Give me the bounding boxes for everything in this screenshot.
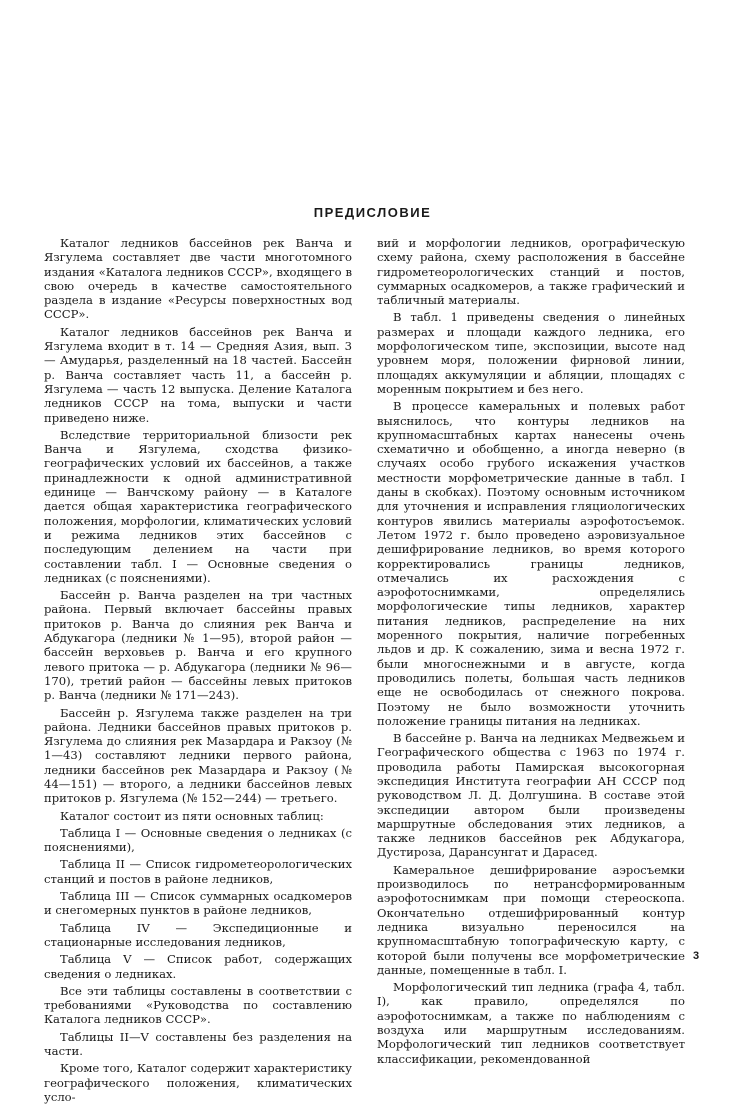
- paragraph: Каталог состоит из пяти основных таблиц:: [60, 808, 324, 823]
- paragraph: Каталог ледников бассейнов рек Ванча и Язгулема составляет две части многотомного издания «Каталога ледников СССР», входящего в свою очередь в качестве самостоятельного раздела в издание «Ресурсы поверхностных вод СССР».: [44, 236, 352, 322]
- paragraph: Кроме того, Каталог содержит характеристику географического положения, климатических усло-: [44, 1061, 352, 1104]
- paragraph: В процессе камеральных и полевых работ выяснилось, что контуры ледников на крупномасштабных картах нанесены очень схематично и обобщенно, а иногда неверно (в случаях особо грубого искажения участков местности морфометрические данные в табл. I даны в скобках). Поэтому основным источником для уточнения и исправления гляциологических контуров явились материалы аэрофотосъемок. Летом 1972 г. было проведено аэровизуальное дешифрирование ледников, во время которого корректировались границы ледников, отмечались их расхождения с аэрофотоснимками, определялись морфологические типы ледников, характер питания ледников, распределение на них моренного покрытия, наличие погребенных льдов и др. К сожалению, зима и весна 1972 г. были многоснежными и в августе, когда проводились полеты, большая часть ледников еще не освободилась от снежного покрова. Поэтому не было возможности уточнить положение границы питания на ледниках.: [377, 399, 685, 728]
- page-number: 3: [693, 950, 700, 962]
- paragraph: Таблица IV — Экспедиционные и стационарные исследования ледников,: [44, 920, 352, 949]
- page-title: ПРЕДИСЛОВИЕ: [313, 205, 432, 220]
- paragraph: Таблица I — Основные сведения о ледниках (с пояснениями),: [44, 825, 352, 855]
- paragraph: Все эти таблицы составлены в соответствии с требованиями «Руководства по составлению Каталога ледников СССР».: [44, 983, 352, 1027]
- paragraph: вий и морфологии ледников, орографическую схему района, схему расположения в бассейне гидрометеорологических станций и постов, суммарных осадкомеров, а также графический и табличный материалы.: [377, 236, 685, 308]
- paragraph: Каталог ледников бассейнов рек Ванча и Язгулема входит в т. 14 — Средняя Азия, вып. 3 — Амударья, разделенный на 18 частей. Бассейн р. Ванча составляет часть 11, а бассейн р. Язгулема — часть 12 выпуска. Деление Каталога ледников СССР на тома, выпуски и части приведено ниже.: [44, 324, 352, 425]
- left-column: [44, 236, 352, 1107]
- paragraph: Таблица II — Список гидрометеорологических станций и постов в районе ледников,: [44, 857, 352, 886]
- paragraph: Бассейн р. Ванча разделен на три частных района. Первый включает бассейны правых притоков р. Ванча до слияния рек Ванча и Абдукагора (ледники № 1—95), второй район — бассейн верховьев р. Ванча и его крупного левого притока — р. Абдукагора (ледники № 96—170), третий район — бассейны левых притоков р. Ванча (ледники № 171—243).: [44, 588, 352, 703]
- paragraph: Таблицы II—V составлены без разделения на части.: [44, 1029, 352, 1059]
- paragraph: Таблица III — Список суммарных осадкомеров и снегомерных пунктов в районе ледников,: [44, 889, 352, 918]
- paragraph: Бассейн р. Язгулема также разделен на три района. Ледники бассейнов правых притоков р. Язгулема до слияния рек Мазардара и Ракзоу (№ 1—43) составляют ледники первого района, ледники бассейнов рек Мазардара и Ракзоу (№ 44—151) — второго, а ледники бассейнов левых притоков р. Язгулема (№ 152—244) — третьего.: [44, 705, 352, 806]
- paragraph: Камеральное дешифрирование аэросъемки производилось по нетрансформированным аэрофотоснимкам при помощи стереоскопа. Окончательно отдешифрированный контур ледника визуально переносился на крупномасштабную топографическую карту, с которой были получены все морфометрические данные, помещенные в табл. I.: [377, 862, 685, 977]
- paragraph: В табл. 1 приведены сведения о линейных размерах и площади каждого ледника, его морфологическом типе, экспозиции, высоте над уровнем моря, положении фирновой линии, площадях аккумуляции и абляции, площадях с моренным покрытием и без него.: [377, 310, 685, 396]
- paragraph: Таблица V — Список работ, содержащих сведения о ледниках.: [44, 952, 352, 981]
- paragraph: Морфологический тип ледника (графа 4, табл. I), как правило, определялся по аэрофотоснимкам, а также по наблюдениям с воздуха или маршрутным исследованиям. Морфологический тип ледников соответствует классификации, рекомендованной: [377, 980, 685, 1066]
- right-column: [377, 236, 685, 1069]
- paragraph: Вследствие территориальной близости рек Ванча и Язгулема, сходства физико-географических условий их бассейнов, а также принадлежности к одной административной единице — Ванчскому району — в Каталоге дается общая характеристика географического положения, морфологии, климатических условий и режима ледников этих бассейнов с последующим делением на части при составлении табл. I — Основные сведения о ледниках (с пояснениями).: [44, 427, 352, 585]
- paragraph: В бассейне р. Ванча на ледниках Медвежьем и Географического общества с 1963 по 1974 г. проводила работы Памирская высокогорная экспедиция Института географии АН СССР под руководством Л. Д. Долгушина. В составе этой экспедиции автором были произведены маршрутные обследования этих ледников, а также ледников бассейнов рек Абдукагора, Дустироза, Дарансунгат и Дарасед.: [377, 731, 685, 860]
